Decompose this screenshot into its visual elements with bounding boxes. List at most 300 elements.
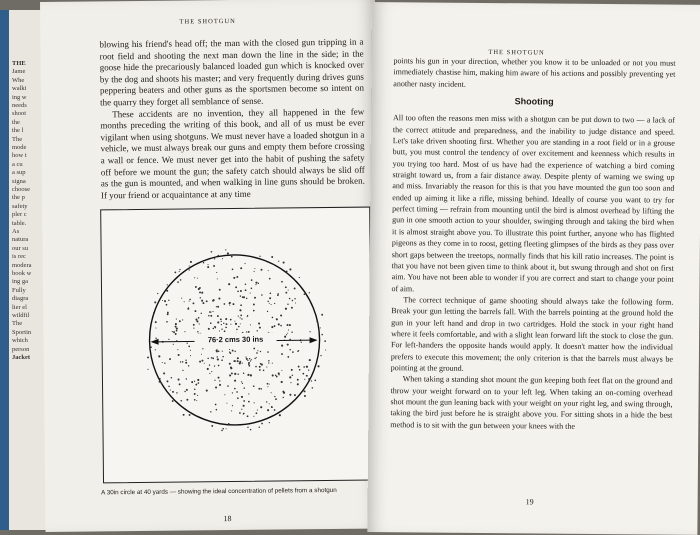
- pellet-dot: [225, 249, 226, 250]
- pellet-dot: [267, 386, 268, 387]
- pellet-dot: [257, 330, 258, 331]
- pellet-dot: [317, 365, 319, 367]
- pellet-dot: [194, 310, 196, 312]
- pellet-dot: [294, 298, 295, 299]
- pellet-dot: [180, 279, 182, 281]
- pellet-dot: [221, 430, 223, 432]
- pellet-dot: [216, 409, 218, 411]
- background-text-fragment: ing w: [12, 93, 27, 101]
- pellet-dot: [240, 295, 241, 296]
- pellet-dot: [219, 289, 221, 291]
- pellet-dot: [245, 289, 247, 291]
- pellet-dot: [168, 300, 169, 301]
- right-page-body: [390, 55, 675, 432]
- background-text-fragment: signa: [12, 177, 26, 185]
- arrow-right: [310, 337, 318, 343]
- pellet-dot: [272, 363, 273, 364]
- pellet-dot: [271, 326, 273, 328]
- pellet-dot: [186, 378, 187, 379]
- pellet-dot: [164, 363, 165, 364]
- section-heading: Shooting: [514, 96, 554, 107]
- pellet-dot: [221, 359, 223, 361]
- pellet-dot: [230, 324, 231, 325]
- pellet-dot: [219, 380, 220, 381]
- left-page: [40, 0, 381, 532]
- pellet-dot: [217, 315, 219, 317]
- pellet-dot: [209, 373, 210, 374]
- pellet-dot: [207, 266, 209, 268]
- pellet-dot: [243, 373, 245, 375]
- pellet-dot: [253, 348, 255, 350]
- pellet-dot: [196, 400, 197, 401]
- pellet-dot: [303, 366, 305, 368]
- pellet-dot: [287, 324, 289, 326]
- pellet-dot: [254, 268, 255, 269]
- pellet-dot: [167, 312, 169, 314]
- pellet-dot: [215, 404, 217, 406]
- pellet-dot: [164, 300, 166, 302]
- pellet-dot: [281, 353, 283, 355]
- pellet-dot: [234, 351, 235, 352]
- background-text-fragment: our su: [12, 244, 29, 252]
- pellet-dot: [242, 362, 243, 363]
- background-text-fragment: Jame: [12, 68, 26, 76]
- pellet-dot: [201, 292, 203, 294]
- pellet-dot: [236, 276, 238, 278]
- pellet-dot: [172, 400, 174, 402]
- pellet-dot: [269, 422, 270, 423]
- pellet-dot: [297, 379, 299, 381]
- pellet-dot: [251, 287, 253, 289]
- pellet-dot: [304, 390, 306, 392]
- pellet-dot: [253, 304, 255, 306]
- pellet-dot: [243, 405, 245, 407]
- pellet-dot: [286, 334, 287, 335]
- pellet-dot: [268, 270, 269, 271]
- pellet-dot: [244, 263, 245, 264]
- pellet-dot: [231, 410, 232, 411]
- pellet-dot: [199, 361, 201, 363]
- pellet-dot: [236, 329, 238, 331]
- background-text-fragment: Sportin: [12, 328, 32, 336]
- pellet-dot: [247, 427, 248, 428]
- pellet-dot: [287, 344, 289, 346]
- pellet-dot: [207, 358, 208, 359]
- pellet-dot: [232, 268, 234, 270]
- pellet-dot: [278, 323, 280, 325]
- background-text-fragment: Fully: [12, 286, 26, 294]
- pellet-dot: [229, 363, 231, 365]
- pellet-dot: [260, 406, 262, 408]
- pellet-dot: [193, 324, 195, 326]
- pellet-dot: [194, 399, 196, 401]
- pellet-dot: [298, 366, 300, 368]
- pellet-dot: [266, 366, 267, 367]
- background-text-fragment: natura: [12, 236, 29, 244]
- pellet-dot: [259, 369, 261, 371]
- pellet-dot: [312, 387, 314, 389]
- pellet-dot: [176, 328, 178, 330]
- pellet-dot: [155, 349, 156, 350]
- pellet-dot: [206, 390, 208, 392]
- pellet-dot: [240, 290, 242, 292]
- pellet-dot: [269, 384, 270, 385]
- pellet-dot: [210, 322, 212, 324]
- pellet-dot: [196, 320, 198, 322]
- pellet-dot: [226, 323, 228, 325]
- pellet-dot: [270, 292, 272, 294]
- pellet-pattern-figure: [100, 207, 373, 484]
- pellet-dot: [189, 265, 190, 266]
- pellet-dot: [253, 385, 255, 387]
- background-text-fragment: mode: [12, 144, 27, 151]
- pellet-dot: [324, 340, 326, 342]
- paragraph: The correct technique of game shooting should always take the following form. Break your gun letting the barrels fall. With the barrels pointing at the ground hold the gun in your left hand and drop in two cartridges. Hold the stock in your right hand where it feels comfortable, and with a slight lean forward lift the stock to close the gun. For left-handers the opposite hands would apply. It doesn't matter how the individual prefers to execute this movement; the only criterion is that the barrels must always be pointing at the ground.: [390, 295, 674, 373]
- pellet-dot: [147, 369, 148, 370]
- pellet-dot: [201, 313, 202, 314]
- pellet-dot: [256, 357, 257, 358]
- pellet-dot: [212, 357, 214, 359]
- pellet-dot: [189, 299, 191, 301]
- pellet-dot: [212, 311, 213, 312]
- pellet-dot: [225, 318, 227, 320]
- pellet-dot: [246, 331, 247, 332]
- background-text-fragment: Jacket: [12, 354, 31, 361]
- pellet-dot: [267, 383, 269, 385]
- pellet-dot: [258, 388, 260, 390]
- pellet-dot: [224, 330, 226, 332]
- pellet-dot: [218, 365, 220, 367]
- pellet-dot: [218, 297, 220, 299]
- left-page-body: [99, 37, 365, 202]
- pellet-dot: [197, 379, 199, 381]
- pellet-dot: [267, 351, 269, 353]
- pellet-dot: [210, 411, 211, 412]
- pellet-dot: [294, 287, 296, 289]
- pellet-dot: [271, 392, 272, 393]
- pellet-dot: [271, 304, 272, 305]
- pellet-dot: [211, 251, 213, 253]
- background-text-fragment: which: [12, 337, 28, 345]
- pellet-dot: [194, 277, 195, 278]
- pellet-dot: [291, 332, 292, 333]
- paragraph: These accidents are no invention, they all happened in the few months preceding the writing of this book, and all of us must be ever vigilant when using shotguns. We must never have a loaded shotgun in a vehicle, we must always break our guns and empty them before crossing a wall or fence. We must never get into the habit of pushing the safety off before we mount the gun; the safety catch should always be slid off as the gun is mounted, and when walking in line guns should be broken. If your friend or acquaintance at any time: [100, 106, 365, 201]
- pellet-dot: [321, 334, 323, 336]
- pellet-dot: [250, 292, 251, 293]
- pellet-dot: [261, 269, 263, 271]
- pellet-dot: [179, 269, 180, 270]
- pellet-dot: [180, 361, 181, 362]
- pellet-dot: [195, 286, 197, 288]
- pellet-dot: [214, 258, 215, 259]
- pellet-dot: [176, 340, 177, 341]
- background-text-fragment: the p: [12, 194, 25, 202]
- pellet-dot: [175, 333, 177, 335]
- pellet-dot: [245, 283, 247, 285]
- pellet-dot: [292, 375, 293, 376]
- pellet-dot: [158, 355, 160, 357]
- pellet-dot: [304, 395, 306, 397]
- pellet-dot: [258, 283, 259, 284]
- pellet-dot: [172, 391, 174, 393]
- right-page: [367, 2, 700, 535]
- pellet-dot: [288, 329, 289, 330]
- pellet-dot: [224, 303, 226, 305]
- pellet-dot: [275, 398, 277, 400]
- background-text-fragment: a sup: [12, 169, 26, 177]
- pellet-dot: [276, 318, 278, 320]
- pellet-dot: [288, 290, 289, 291]
- pellet-dot: [194, 393, 196, 395]
- background-text-fragment: the: [12, 118, 20, 126]
- pellet-dot: [232, 303, 234, 305]
- background-text-fragment: how t: [12, 152, 27, 160]
- pellet-dot: [157, 293, 158, 294]
- pellet-dot: [237, 357, 239, 359]
- pellet-dot: [223, 323, 224, 324]
- pellet-dot: [168, 386, 170, 388]
- pellet-dot: [173, 331, 175, 333]
- pellet-dot: [208, 315, 210, 317]
- pellet-dot: [253, 416, 254, 417]
- pellet-dot: [240, 304, 242, 306]
- pellet-dot: [289, 376, 291, 378]
- pellet-dot: [289, 268, 291, 270]
- paragraph: All too often the reasons men miss with a shotgun can be put down to two — a lack of the correct attitude and preparedness, and the inability to judge distance and speed. Let's take driven shooting first. Whether you are standing in a root field or in a grouse butt, you must control the tendency of over excitement and keenness which results in you trying too hard. Most of us have had the experience of watching a bird coming straight toward us, from a fair distance away. Despite plenty of warning we swing up and miss. Invariably the reason for this is that you have mounted the gun too soon and ended up aiming it like a rifle, missing behind. Ideally of course you want to try for perfect timing — refrain from mounting until the bird is almost overhead by lifting the gun in one smooth action to your shoulder, swinging through and taking the bird when it is almost straight above you. To illustrate this point further, anyone who has flighted pigeons as they come in to roost, getting fleeting glimpses of the birds as they pass over short gaps between the treetops, normally finds that his kill ratio increases. The point is that you have not been given time to think about it, but swung through and shot on first aim. You have not been able to wonder if you are correct and start to change your point of aim.: [391, 113, 676, 293]
- pellet-dot: [170, 389, 171, 390]
- pellet-dot: [266, 401, 267, 402]
- pellet-dot: [281, 370, 282, 371]
- running-head: THE SHOTGUN: [488, 49, 545, 57]
- pellet-dot: [320, 355, 321, 356]
- pellet-dot: [198, 382, 200, 384]
- pellet-dot: [294, 394, 296, 396]
- pellet-dot: [179, 383, 181, 385]
- pellet-dot: [211, 371, 212, 372]
- pellet-dot: [257, 350, 258, 351]
- pellet-dot: [214, 380, 215, 381]
- pellet-dot: [237, 291, 239, 293]
- pellet-dot: [289, 298, 291, 300]
- pellet-dot: [179, 271, 180, 272]
- pellet-dot: [181, 298, 182, 299]
- pellet-dot: [155, 338, 157, 340]
- pellet-dot: [226, 403, 227, 404]
- pellet-dot: [255, 282, 257, 284]
- pellet-dot: [168, 339, 169, 340]
- pellet-dot: [166, 321, 168, 323]
- pellet-dot: [207, 368, 209, 370]
- pellet-dot: [239, 412, 241, 414]
- pellet-dot: [299, 277, 300, 278]
- pellet-dot: [267, 409, 269, 411]
- pellet-dot: [186, 399, 188, 401]
- pellet-dot: [176, 319, 177, 320]
- pellet-dot: [276, 376, 278, 378]
- pellet-dot: [232, 405, 233, 406]
- pellet-dot: [222, 258, 223, 259]
- pellet-dot: [250, 324, 251, 325]
- pellet-dot: [259, 426, 260, 427]
- pellet-dot: [190, 261, 192, 263]
- pellet-dot: [235, 323, 237, 325]
- pellet-dot: [258, 322, 260, 324]
- pellet-dot: [191, 381, 193, 383]
- pellet-dot: [269, 403, 270, 404]
- pellet-dot: [216, 306, 217, 307]
- pellet-dot: [259, 327, 261, 329]
- pellet-dot: [188, 345, 190, 347]
- pellet-dot: [231, 372, 233, 374]
- paragraph: blowing his friend's head off; the man with the closed gun tripping in a root field and shooting the next man down the line in the side; in the goose hide the precariously balanced loaded gun which is knocked over by the dog and shoots his master; and very frequently during drives guns peppering beaters and other guns as the sportsmen become so intent on the quarry they forget all semblance of sense.: [99, 36, 364, 108]
- paragraph: points his gun in your direction, whether you know it to be unloaded or not you must immediately chastise him, making him aware of his actions and possibly preventing yet another nasty incident.: [393, 56, 676, 89]
- pellet-dot: [197, 331, 198, 332]
- pellet-dot: [193, 302, 195, 304]
- pellet-dot: [206, 300, 208, 302]
- pellet-dot: [291, 307, 293, 309]
- pellet-dot: [177, 281, 179, 283]
- pellet-dot: [214, 365, 215, 366]
- pellet-dot: [229, 349, 230, 350]
- pellet-dot: [281, 344, 283, 346]
- pellet-dot: [209, 364, 210, 365]
- pellet-dot: [251, 279, 253, 281]
- pellet-dot: [229, 374, 231, 376]
- pellet-dot: [247, 415, 249, 417]
- pellet-dot: [172, 331, 173, 332]
- pellet-dot: [226, 428, 227, 429]
- pellet-dot: [222, 351, 223, 352]
- pellet-dot: [243, 400, 245, 402]
- background-text-fragment: diagra: [12, 295, 29, 303]
- pellet-pattern-diagram: [101, 208, 372, 483]
- pellet-dot: [236, 391, 238, 393]
- pellet-dot: [201, 360, 203, 362]
- background-text-fragment: ing ga: [12, 278, 29, 286]
- pellet-dot: [220, 318, 222, 320]
- pellet-dot: [185, 360, 186, 361]
- pellet-dot: [227, 385, 229, 387]
- pellet-dot: [195, 384, 197, 386]
- pellet-dot: [204, 363, 205, 364]
- pellet-dot: [247, 360, 248, 361]
- background-text-fragment: As: [12, 228, 20, 235]
- pellet-dot: [240, 317, 241, 318]
- background-text-fragment: choose: [12, 186, 31, 193]
- pellet-dot: [239, 309, 241, 311]
- diameter-label: 76·2 cms 30 ins: [207, 334, 264, 345]
- pellet-dot: [299, 369, 301, 371]
- pellet-dot: [182, 319, 183, 320]
- pellet-dot: [175, 323, 177, 325]
- pellet-dot: [155, 321, 157, 323]
- pellet-dot: [216, 272, 217, 273]
- pellet-dot: [222, 356, 224, 358]
- running-head: THE SHOTGUN: [179, 17, 236, 26]
- pellet-dot: [202, 302, 204, 304]
- pellet-dot: [283, 262, 285, 264]
- pellet-dot: [268, 360, 270, 362]
- pellet-dot: [274, 303, 275, 304]
- background-text-fragment: shoot: [12, 110, 27, 118]
- pellet-dot: [283, 397, 284, 398]
- pellet-dot: [216, 356, 217, 357]
- pellet-dot: [306, 366, 308, 368]
- pellet-dot: [213, 328, 215, 330]
- pellet-dot: [255, 366, 257, 368]
- pellet-dot: [256, 352, 258, 354]
- pellet-dot: [274, 325, 276, 327]
- pellet-dot: [184, 301, 185, 302]
- pellet-dot: [253, 310, 255, 312]
- pellet-dot: [289, 349, 291, 351]
- pellet-dot: [304, 379, 305, 380]
- pellet-dot: [200, 297, 201, 298]
- pellet-dot: [162, 300, 163, 301]
- pellet-dot: [201, 354, 202, 355]
- pellet-dot: [285, 308, 287, 310]
- pellet-dot: [221, 321, 222, 322]
- pellet-dot: [193, 328, 194, 329]
- page-number: 19: [525, 497, 534, 507]
- pellet-dot: [278, 261, 279, 262]
- pellet-dot: [290, 382, 291, 383]
- pellet-dot: [272, 317, 274, 319]
- pellet-dot: [274, 409, 276, 411]
- pellet-dot: [167, 313, 169, 315]
- pellet-dot: [234, 321, 235, 322]
- pellet-dot: [230, 319, 232, 321]
- pellet-dot: [190, 350, 191, 351]
- pellet-dot: [269, 303, 270, 304]
- pellet-dot: [267, 301, 268, 302]
- pellet-dot: [221, 324, 222, 325]
- pellet-dot: [280, 314, 282, 316]
- pellet-dot: [241, 381, 242, 382]
- pellet-dot: [281, 281, 283, 283]
- pellet-dot: [182, 361, 184, 363]
- background-text-fragment: The: [12, 135, 23, 143]
- pellet-dot: [203, 262, 205, 264]
- pellet-dot: [238, 316, 239, 317]
- background-text-fragment: table.: [12, 219, 27, 227]
- pellet-dot: [202, 348, 203, 349]
- pellet-dot: [169, 358, 171, 360]
- pellet-dot: [263, 369, 265, 371]
- pellet-dot: [219, 330, 220, 331]
- background-text-fragment: safety: [12, 202, 28, 210]
- pellet-dot: [259, 366, 261, 368]
- pellet-dot: [175, 326, 177, 328]
- pellet-dot: [268, 362, 269, 363]
- pellet-dot: [304, 293, 306, 295]
- pellet-dot: [217, 306, 219, 308]
- pellet-dot: [179, 320, 181, 322]
- pellet-dot: [275, 374, 277, 376]
- pellet-dot: [271, 256, 273, 258]
- pellet-dot: [309, 292, 310, 293]
- pellet-dot: [259, 256, 260, 257]
- pellet-dot: [183, 414, 185, 416]
- pellet-dot: [178, 379, 180, 381]
- pellet-dot: [240, 323, 241, 324]
- pellet-dot: [155, 327, 156, 328]
- background-text-fragment: a cu: [12, 160, 23, 168]
- pellet-dot: [180, 400, 182, 402]
- pellet-dot: [199, 291, 201, 293]
- pellet-dot: [184, 331, 185, 332]
- pellet-dot: [234, 388, 236, 390]
